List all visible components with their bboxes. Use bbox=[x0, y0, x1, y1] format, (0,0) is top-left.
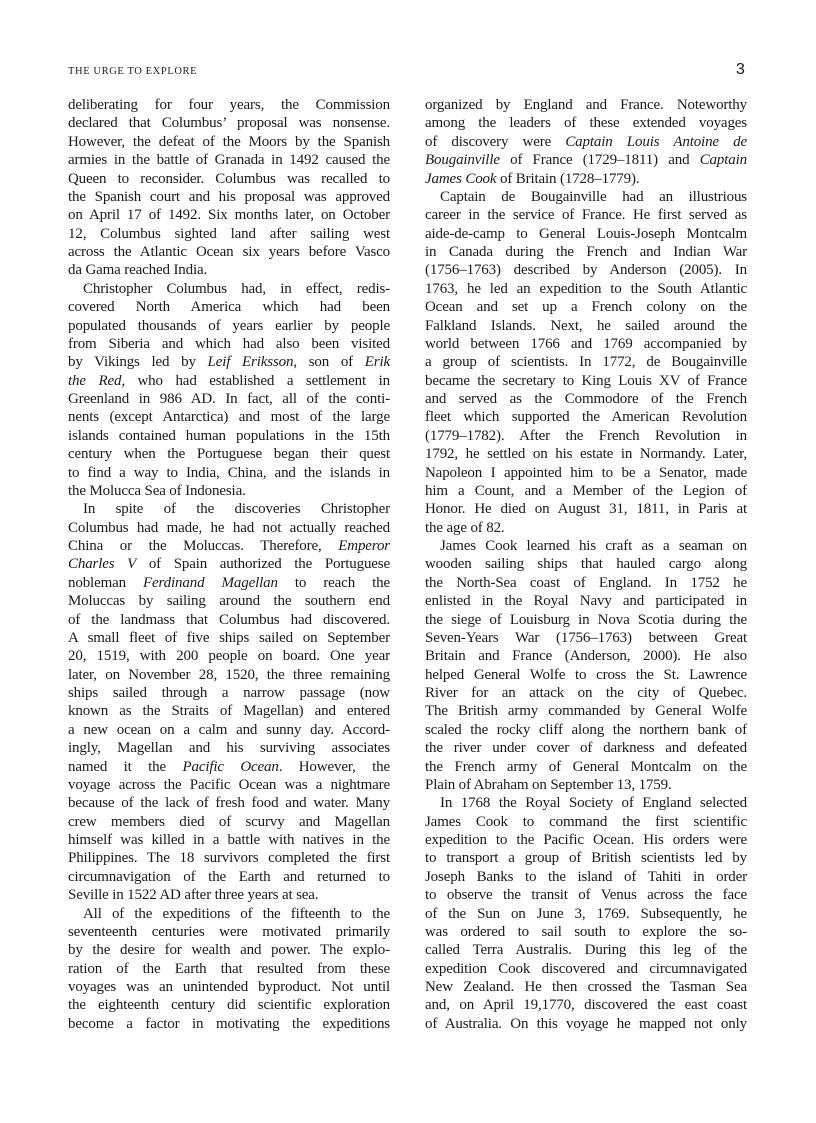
italic-term: Captain bbox=[699, 152, 747, 169]
text-line: on April 17 of 1492. Six months later, on October bbox=[68, 207, 390, 224]
paragraph bbox=[68, 96, 390, 280]
text-line: himself was killed in a battle with natives in the bbox=[68, 832, 390, 848]
text-line: Falkland Islands. Next, he sailed around the bbox=[425, 317, 747, 334]
text-line: Columbus had made, he had not actually reached bbox=[68, 519, 390, 536]
italic-term: Bougainville bbox=[425, 152, 500, 169]
text-line: Charles V of Spain authorized the Portuguese bbox=[68, 556, 390, 573]
text-line: the North-Sea coast of England. In 1752 he bbox=[425, 574, 747, 591]
text-line: ships sailed through a narrow passage (now bbox=[68, 685, 390, 701]
text-line: the eighteenth century did scientific exploration bbox=[68, 997, 390, 1014]
text-line: the age of 82. bbox=[425, 519, 505, 536]
text-line: Greenland in 986 AD. In fact, all of the conti- bbox=[68, 391, 390, 407]
text-line: River for an attack on the city of Quebec. bbox=[425, 685, 747, 701]
text-line: enlisted in the Royal Navy and participated in bbox=[425, 593, 747, 610]
text-line: 20, 1519, with 200 people on board. One year bbox=[68, 648, 390, 665]
text-line: covered North America which had been bbox=[68, 299, 390, 316]
italic-term: Charles V bbox=[68, 556, 137, 573]
text-line: and served as the Commodore of the French bbox=[425, 391, 747, 407]
text-line: the siege of Louisburg in Nova Scotia during the bbox=[425, 611, 747, 628]
text-line: nobleman Ferdinand Magellan to reach the bbox=[68, 574, 390, 591]
italic-term: Erik bbox=[364, 354, 391, 371]
text-line: voyage across the Pacific Ocean was a nightmare bbox=[68, 776, 390, 793]
text-line: (1756–1763) described by Anderson (2005). In bbox=[425, 262, 747, 279]
text-line: A small fleet of five ships sailed on September bbox=[68, 629, 390, 646]
text-line: da Gama reached India. bbox=[68, 262, 208, 279]
text-line: (1779–1782). After the French Revolution in bbox=[425, 427, 747, 444]
text-line: of Australia. On this voyage he mapped not only bbox=[425, 1015, 747, 1032]
text-line: known as the Straits of Magellan) and entered bbox=[68, 703, 390, 720]
text-line: All of the expeditions of the fifteenth to the bbox=[83, 905, 390, 922]
text-line: 12, Columbus sighted land after sailing west bbox=[68, 225, 390, 242]
text-line: helped General Wolfe to cross the St. Lawrence bbox=[425, 666, 747, 683]
text-line: a new ocean on a calm and sunny day. Accord- bbox=[68, 721, 390, 738]
italic-term: Leif Eriksson bbox=[207, 354, 294, 371]
text-line: Captain de Bougainville had an illustrious bbox=[440, 188, 747, 205]
text-line: the Red, who had established a settlement in bbox=[68, 372, 390, 389]
text-line: armies in the battle of Granada in 1492 caused the bbox=[68, 152, 390, 169]
text-line: 1763, he led an expedition to the South Atlantic bbox=[425, 280, 747, 297]
italic-term: Emperor bbox=[338, 538, 390, 554]
paragraph bbox=[425, 794, 747, 1033]
text-line: James Cook of Britain (1728–1779). bbox=[425, 170, 640, 187]
text-line: James Cook learned his craft as a seaman on bbox=[440, 538, 747, 554]
text-line: the Spanish court and his proposal was approved bbox=[68, 188, 390, 205]
text-line: the Molucca Sea of Indonesia. bbox=[68, 482, 246, 499]
text-line: of discovery were Captain Louis Antoine de bbox=[425, 133, 747, 150]
text-line: islands contained human populations in the 15th bbox=[68, 427, 390, 444]
text-line: him a Count, and a Member of the Legion of bbox=[425, 482, 747, 499]
text-line: ingly, Magellan and his surviving associates bbox=[68, 740, 390, 757]
text-line: Honor. He died on August 31, 1811, in Paris at bbox=[425, 501, 747, 518]
text-line: Christopher Columbus had, in effect, redis- bbox=[83, 280, 390, 297]
text-line: became the secretary to King Louis XV of France bbox=[425, 372, 747, 389]
italic-term: James Cook bbox=[425, 170, 497, 187]
page-number: 3 bbox=[736, 61, 745, 78]
text-line: a group of scientists. In 1772, de Bougainville bbox=[425, 354, 747, 371]
text-line: become a factor in motivating the expeditions bbox=[68, 1015, 390, 1032]
text-line: deliberating for four years, the Commission bbox=[68, 97, 390, 113]
running-head: THE URGE TO EXPLORE bbox=[68, 66, 198, 77]
text-line: voyages was an unintended byproduct. Not until bbox=[68, 979, 390, 995]
text-line: in Canada during the French and Indian War bbox=[425, 244, 747, 260]
paragraph bbox=[425, 188, 747, 537]
text-line: by the desire for wealth and power. The explo- bbox=[68, 942, 390, 959]
text-line: Seven-Years War (1756–1763) between Great bbox=[425, 629, 747, 646]
text-line: China or the Moluccas. Therefore, Emperor bbox=[68, 538, 390, 554]
text-line: the river under cover of darkness and defeated bbox=[425, 740, 747, 757]
text-line: Joseph Banks to the island of Tahiti in order bbox=[425, 868, 747, 885]
text-line: expedition Cook discovered and circumnavigated bbox=[425, 960, 747, 977]
text-line: Moluccas by sailing around the southern end bbox=[68, 593, 390, 610]
paragraph bbox=[425, 96, 747, 188]
paragraph bbox=[68, 500, 390, 904]
text-line: later, on November 28, 1520, the three remaining bbox=[68, 666, 390, 683]
text-line: scaled the rocky cliff along the northern bank of bbox=[425, 721, 747, 738]
text-line: organized by England and France. Noteworthy bbox=[425, 97, 747, 113]
text-line: Britain and France (Anderson, 2000). He also bbox=[425, 648, 747, 665]
text-line: nents (except Antarctica) and most of the large bbox=[68, 409, 390, 426]
text-line: wooden sailing ships that hauled cargo along bbox=[425, 556, 747, 573]
text-line: century when the Portuguese began their quest bbox=[68, 446, 390, 463]
paragraph bbox=[68, 280, 390, 501]
text-line: circumnavigation of the Earth and returned to bbox=[68, 868, 390, 885]
text-line: to transport a group of British scientists led by bbox=[425, 850, 747, 867]
text-line: declared that Columbus’ proposal was nonsense. bbox=[68, 115, 390, 132]
text-line: across the Atlantic Ocean six years before Vasco bbox=[68, 244, 390, 260]
text-line: of the landmass that Columbus had discovered. bbox=[68, 611, 390, 628]
text-line: to observe the transit of Venus across the face bbox=[425, 887, 747, 904]
text-line: Plain of Abraham on September 13, 1759. bbox=[425, 776, 672, 793]
text-line: Napoleon I appointed him to be a Senator, made bbox=[425, 464, 747, 481]
text-line: aide-de-camp to General Louis-Joseph Montcalm bbox=[425, 225, 747, 242]
text-line: seventeenth centuries were motivated primarily bbox=[68, 923, 390, 940]
text-line: Seville in 1522 AD after three years at sea. bbox=[68, 887, 319, 904]
text-line: Bougainville of France (1729–1811) and Captain bbox=[425, 152, 747, 169]
text-line: of the Sun on June 3, 1769. Subsequently, he bbox=[425, 905, 747, 922]
text-line: Ocean and set up a French colony on the bbox=[425, 299, 747, 316]
italic-term: the Red, bbox=[68, 372, 125, 389]
text-line: to find a way to India, China, and the islands in bbox=[68, 464, 390, 481]
text-line: However, the defeat of the Moors by the Spanish bbox=[68, 133, 390, 150]
text-line: the French army of General Montcalm on the bbox=[425, 758, 747, 775]
text-line: James Cook to command the first scientific bbox=[425, 813, 747, 830]
text-line: was ordered to sail south to explore the so- bbox=[425, 923, 747, 940]
text-line: In spite of the discoveries Christopher bbox=[83, 501, 390, 518]
text-line: called Terra Australis. During this leg of the bbox=[425, 942, 747, 959]
text-line: Queen to reconsider. Columbus was recalled to bbox=[68, 170, 390, 187]
text-line: expedition to the Pacific Ocean. His orders were bbox=[425, 832, 747, 848]
text-line: world between 1766 and 1769 accompanied by bbox=[425, 335, 747, 352]
text-line: In 1768 the Royal Society of England selected bbox=[440, 795, 747, 812]
text-line: among the leaders of these extended voyages bbox=[425, 115, 747, 132]
text-line: The British army commanded by General Wolfe bbox=[425, 703, 747, 720]
text-line: career in the service of France. He first served as bbox=[425, 207, 747, 224]
text-line: New Zealand. He then crossed the Tasman Sea bbox=[425, 979, 747, 995]
italic-term: Ferdinand Magellan bbox=[143, 574, 278, 591]
text-line: populated thousands of years earlier by people bbox=[68, 317, 390, 334]
paragraph bbox=[425, 537, 747, 794]
text-line: and, on April 19,1770, discovered the east coast bbox=[425, 997, 747, 1014]
italic-term: Pacific Ocean bbox=[182, 758, 279, 775]
text-line: ration of the Earth that resulted from these bbox=[68, 960, 390, 977]
text-line: fleet which supported the American Revolution bbox=[425, 409, 747, 426]
text-line: by Vikings led by Leif Eriksson, son of Erik bbox=[68, 354, 391, 371]
text-line: named it the Pacific Ocean. However, the bbox=[68, 758, 390, 775]
italic-term: Captain Louis Antoine de bbox=[565, 133, 747, 150]
text-line: 1792, he settled on his estate in Normandy. Later, bbox=[425, 446, 747, 463]
paragraph bbox=[68, 905, 390, 1034]
text-column-left bbox=[68, 96, 390, 1033]
text-line: crew members died of scurvy and Magellan bbox=[68, 813, 390, 830]
text-line: Philippines. The 18 survivors completed the first bbox=[68, 850, 390, 867]
text-column-right bbox=[425, 96, 747, 1033]
text-line: because of the lack of fresh food and water. Many bbox=[68, 795, 390, 812]
text-line: from Siberia and which had also been visited bbox=[68, 335, 390, 352]
